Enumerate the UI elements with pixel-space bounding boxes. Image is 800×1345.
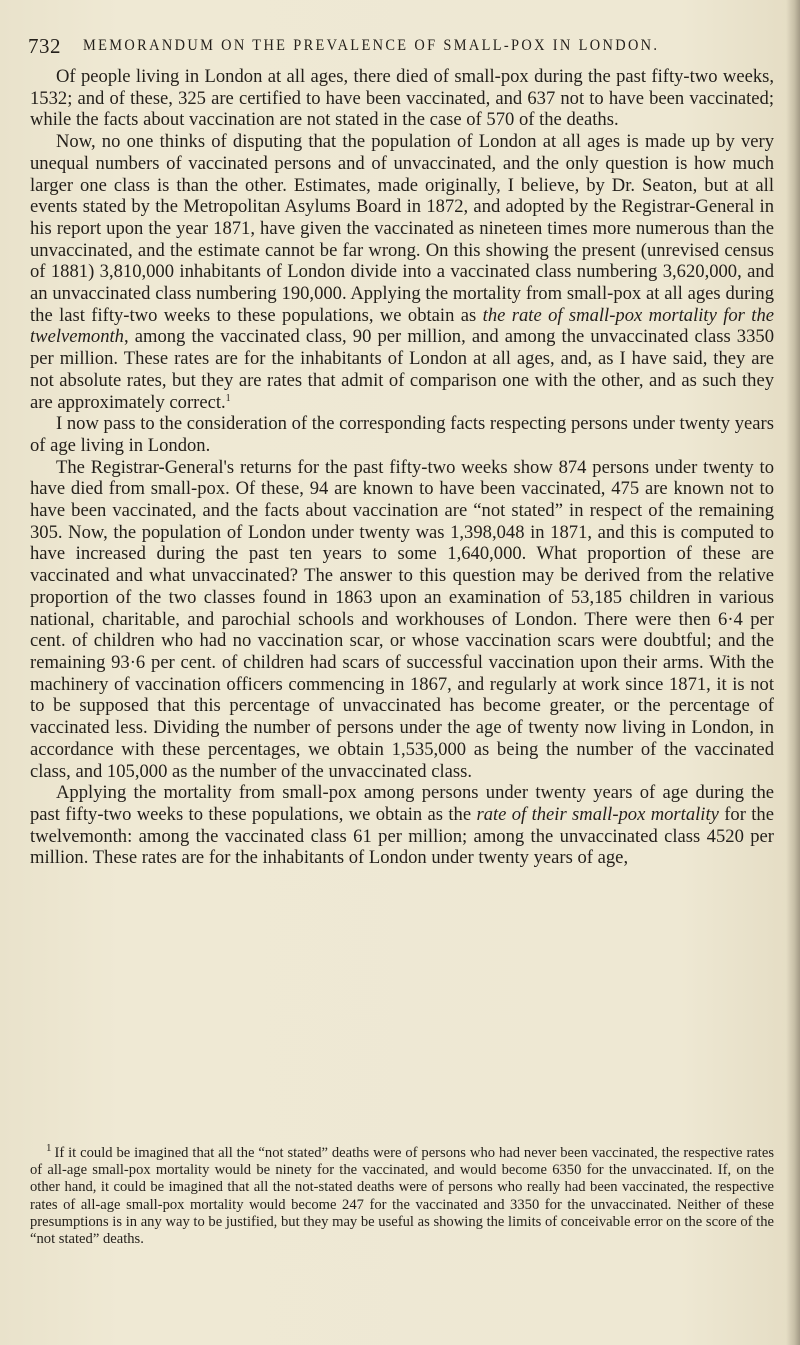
paragraph-text: Now, no one thinks of disputing that the population of London at all ages is made up by very unequal numbers of vaccinated persons and of unvaccinated, and the only question is how much larger one class is than the other. Estimates, made originally, I believe, by Dr. Seaton, but at all events stated by the Metropolitan Asylums Board in 1872, and adopted by the Registrar-General in his report upon the year 1871, have given the vaccinated as nineteen times more numerous than the unvaccinated, and the estimate cannot be far wrong. On this showing the present (unrevised census of 1881) 3,810,000 inhabitants of London divide into a vaccinated class numbering 3,620,000, and an unvaccinated class numbering 190,000. Applying the mortality from small-pox at all ages during the last fifty-two weeks to these populations, we obtain as [30, 131, 774, 326]
italic-phrase: the rate of small-pox mortality for the twelvemonth [30, 304, 774, 348]
paragraph-population-estimates [30, 131, 774, 413]
paragraph-deaths-all-ages: Of people living in London at all ages, there died of small-pox during the past fifty-two weeks, 1532; and of these, 325 are certified to have been vaccinated, and 637 not to have been vaccinated; while the facts about vaccination are not stated in the case of 570 of the deaths. [30, 66, 774, 131]
italic-phrase: rate of their small-pox mortality [476, 803, 719, 825]
page-edge-shadow [786, 0, 800, 1345]
footnote-paragraph [30, 1142, 774, 1248]
footnote-reference: 1 [225, 392, 231, 404]
footnote [30, 1142, 774, 1248]
paragraph-text: for the twelvemonth: among the vaccinated class 61 per million; among the unvaccinated class 4520 per million. These rates are for the inhabitants of London under twenty years of age, [30, 803, 774, 869]
footnote-text: If it could be imagined that all the “not stated” deaths were of persons who had never been vaccinated, the respective rates of all-age small-pox mortality would be ninety for the vaccinated, and would become 6350 for the unvaccinated. If, on the other hand, it could be imagined that all the not-stated deaths were of persons who really had been vaccinated, the respective rates of all-age small-pox mortality would become 247 for the vaccinated and 3350 for the unvaccinated. Neither of these presumptions is in any way to be justified, but they may be useful as showing the limits of conceivable error on the score of the “not stated” deaths. [30, 1145, 774, 1248]
paragraph-under-twenty-rates [30, 782, 774, 869]
page-header [28, 34, 778, 60]
footnote-marker: 1 [46, 1142, 52, 1155]
paragraph-under-twenty: The Registrar-General's returns for the past fifty-two weeks show 874 persons under twenty to have died from small-pox. Of these, 94 are known to have been vaccinated, 475 are known not to have been vaccinated, and the facts about vaccination are “not stated” in respect of the remaining 305. Now, the population of London under twenty was 1,398,048 in 1871, and this is computed to have increased during the past ten years to some 1,640,000. What proportion of these are vaccinated and what unvaccinated? The answer to this question may be derived from the relative proportion of the two classes found in 1863 upon an examination of 53,185 children in various national, charitable, and parochial schools and workhouses of London. There were then 6·4 per cent. of children who had no vaccination scar, or whose vaccination scars were doubtful; and the remaining 93·6 per cent. of children had scars of successful vaccination upon their arms. With the machinery of vaccination officers commencing in 1867, and regularly at work since 1871, it is not to be supposed that this percentage of unvaccinated has become greater, or the percentage of vaccinated less. Dividing the number of persons under the age of twenty now living in London, in accordance with these percentages, we obtain 1,535,000 as being the number of the vaccinated class, and 105,000 as the number of the unvaccinated class. [30, 456, 774, 782]
main-text [30, 66, 774, 869]
running-title: MEMORANDUM ON THE PREVALENCE OF SMALL-POX IN LONDON. [83, 37, 660, 54]
paragraph-text: Applying the mortality from small-pox among persons under twenty years of age during the past fifty-two weeks to these populations, we obtain as the [30, 782, 774, 825]
paragraph-transition: I now pass to the consideration of the corresponding facts respecting persons under twenty years of age living in London. [30, 413, 774, 456]
page-number: 732 [28, 34, 61, 58]
paragraph-text: , among the vaccinated class, 90 per million, and among the unvaccinated class 3350 per million. These rates are for the inhabitants of London at all ages, and, as I have said, they are not absolute rates, but they are rates that admit of comparison one with the other, and as such they are approximately correct. [30, 326, 774, 413]
